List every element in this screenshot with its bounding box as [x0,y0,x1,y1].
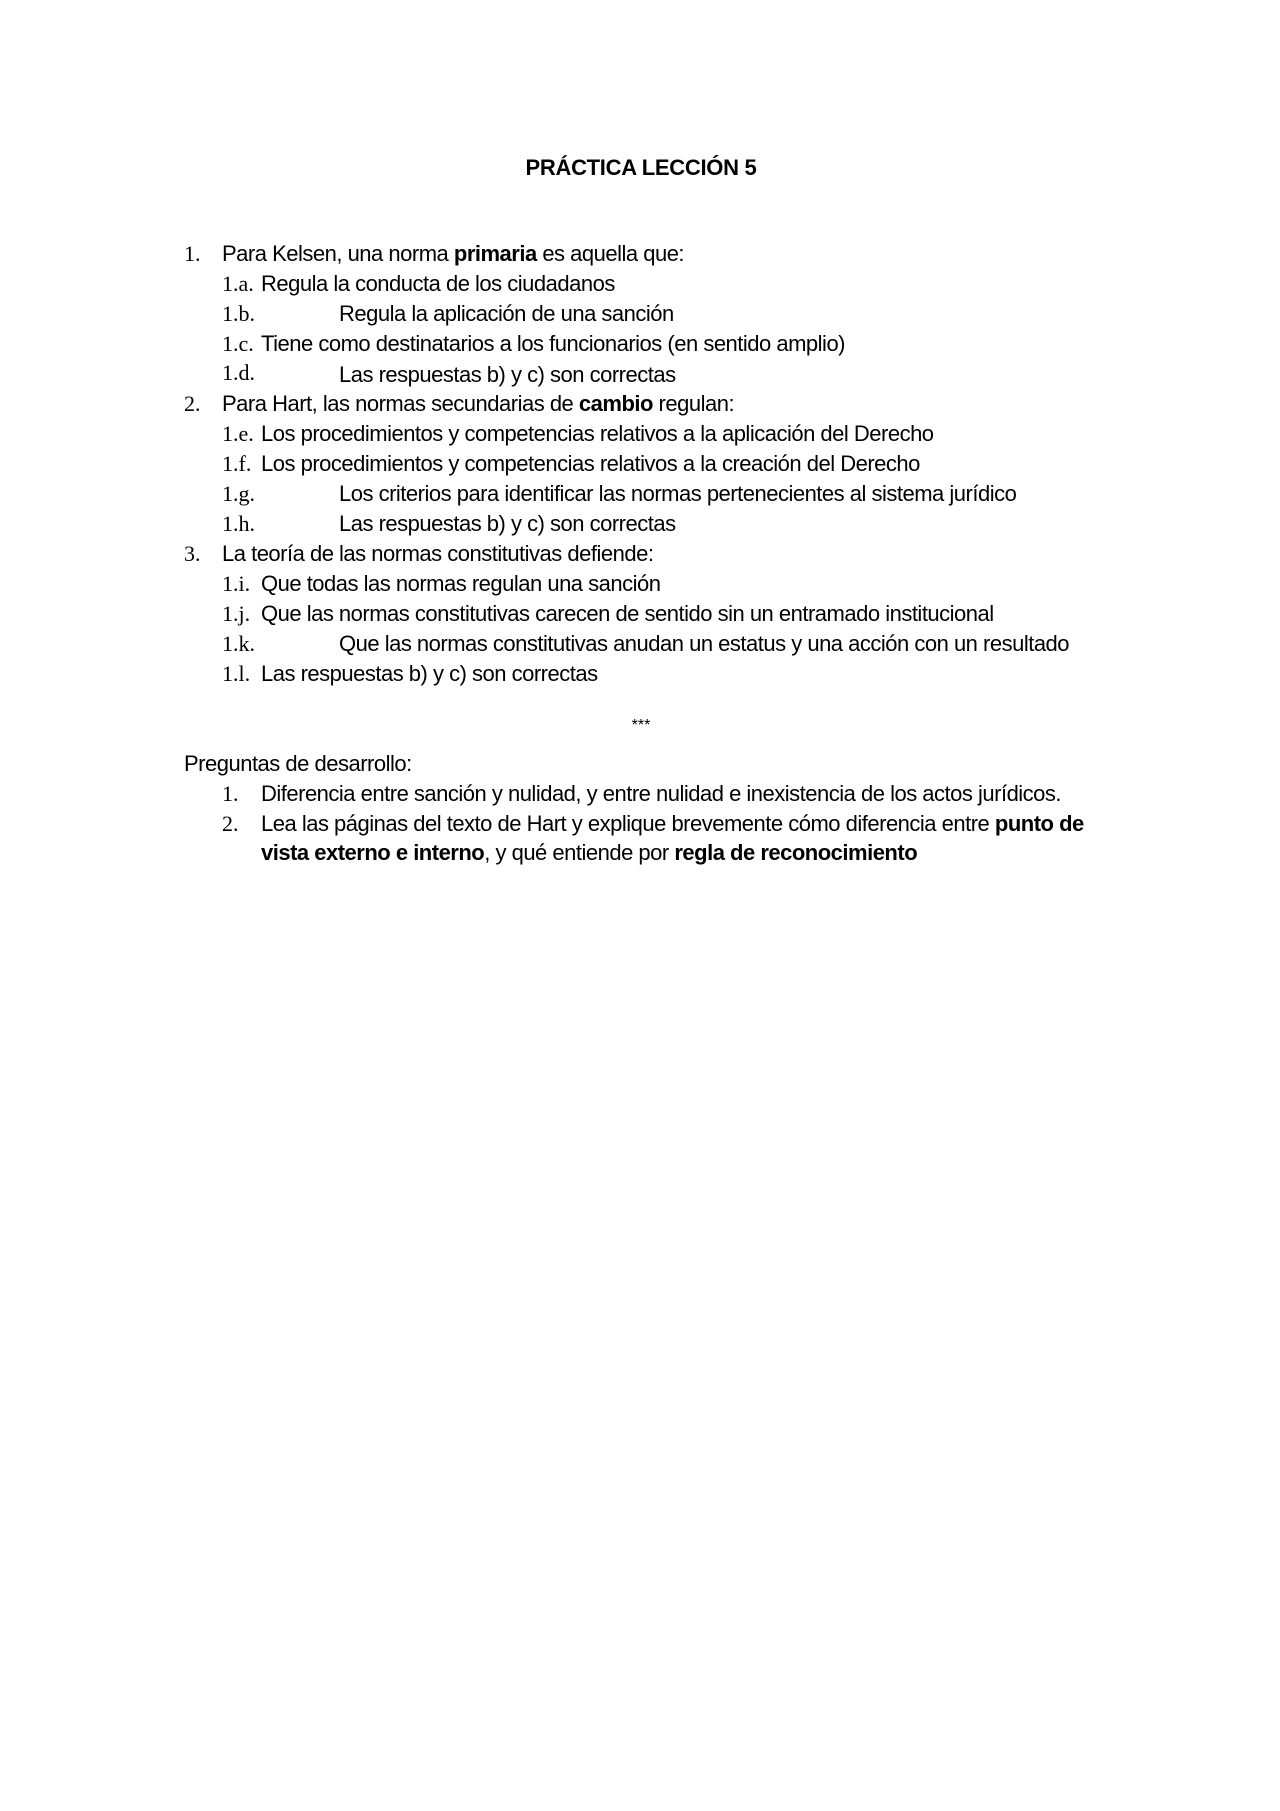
question-text-bold: primaria [453,241,537,266]
development-item-text-line2 [261,839,917,867]
question-text [222,240,684,268]
option-label: 1.j. [222,601,251,626]
option-text: Que todas las normas regulan una sanción [261,571,661,596]
option-label: 1.b. [222,301,255,326]
development-item-text: Diferencia entre sanción y nulidad, y entre nulidad e inexistencia de los actos jurídicos. [261,781,1062,806]
development-item-text-start: Lea las páginas del texto de Hart y explique brevemente cómo diferencia entre [261,811,995,836]
option-text: Las respuestas b) y c) son correctas [339,511,676,536]
development-item-number: 1. [222,781,239,806]
option-text: Regula la conducta de los ciudadanos [261,271,615,296]
option-label: 1.f. [222,451,252,476]
option-label: 1.g. [222,481,255,506]
option-text: Que las normas constitutivas anudan un estatus y una acción con un resultado [339,631,1070,656]
question-text-start: Para Kelsen, una norma [222,241,454,266]
option-label: 1.c. [222,331,254,356]
option-text: Los criterios para identificar las normas pertenecientes al sistema jurídico [339,481,1017,506]
question-number: 1. [184,241,201,266]
development-item-bold: vista externo e interno [261,840,485,865]
development-item-text-middle: , y qué entiende por [484,840,675,865]
question-text-end: es aquella que: [536,241,685,266]
option-label: 1.e. [222,421,254,446]
option-text: Que las normas constitutivas carecen de sentido sin un entramado institucional [261,601,994,626]
question-number: 3. [184,541,201,566]
option-text: Las respuestas b) y c) son correctas [261,661,598,686]
development-item-bold-end: regla de reconocimiento [674,840,918,865]
document-title: PRÁCTICA LECCIÓN 5 [525,155,757,180]
option-label: 1.a. [222,271,254,296]
option-label: 1.i. [222,571,251,596]
section-separator: *** [631,717,651,734]
option-text: Los procedimientos y competencias relativos a la aplicación del Derecho [261,421,934,446]
question-text-start: Para Hart, las normas secundarias de [222,391,579,416]
option-label: 1.k. [222,631,255,656]
question-text-end: regulan: [652,391,735,416]
development-item-text [261,810,1084,838]
question-text-bold: cambio [578,391,653,416]
question-number: 2. [184,391,201,416]
option-label: 1.l. [222,661,251,686]
option-text: Regula la aplicación de una sanción [339,301,674,326]
question-text [222,390,734,418]
development-item-number: 2. [222,811,239,836]
option-text: Los procedimientos y competencias relativos a la creación del Derecho [261,451,920,476]
development-heading: Preguntas de desarrollo: [184,751,412,776]
option-label: 1.d. [222,360,255,385]
development-item-bold: punto de [994,811,1084,836]
question-text: La teoría de las normas constitutivas defiende: [222,541,654,566]
option-text: Las respuestas b) y c) son correctas [339,362,676,387]
option-text: Tiene como destinatarios a los funcionarios (en sentido amplio) [261,331,846,356]
option-label: 1.h. [222,511,255,536]
